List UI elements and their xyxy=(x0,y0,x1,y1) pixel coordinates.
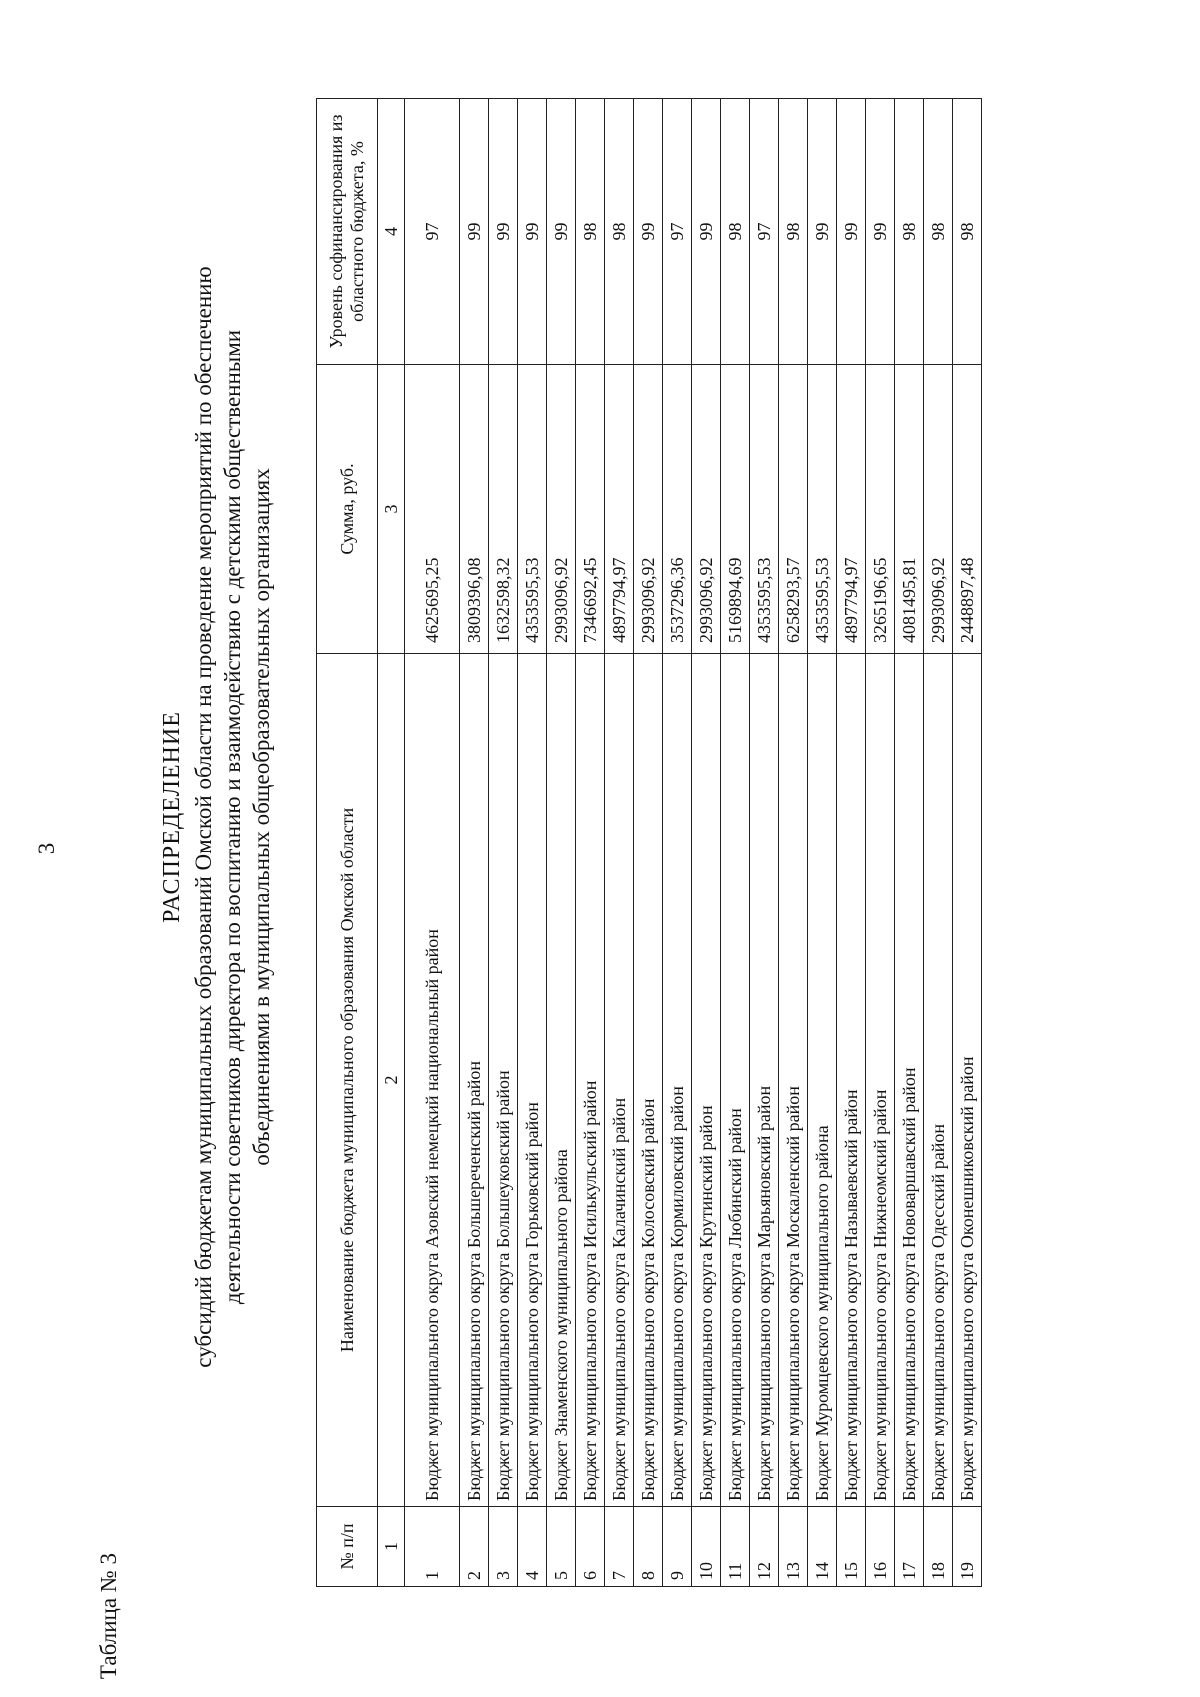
subsidy-sum: 1632598,32 xyxy=(489,365,518,654)
budget-name: Бюджет муниципального округа Нижнеомский район xyxy=(866,654,895,1507)
budget-name: Бюджет муниципального округа Крутинский район xyxy=(692,654,721,1507)
budget-name: Бюджет муниципального округа Большереченский район xyxy=(460,654,489,1507)
table-row xyxy=(953,99,982,1587)
cofinancing-level: 99 xyxy=(460,99,489,365)
row-number: 17 xyxy=(895,1507,924,1587)
row-number: 16 xyxy=(866,1507,895,1587)
subsidy-sum: 3809396,08 xyxy=(460,365,489,654)
table-row xyxy=(750,99,779,1587)
column-number: 3 xyxy=(378,365,405,654)
row-number: 15 xyxy=(837,1507,866,1587)
row-number: 7 xyxy=(605,1507,634,1587)
table-row xyxy=(663,99,692,1587)
cofinancing-level: 99 xyxy=(634,99,663,365)
subsidy-sum: 4081495,81 xyxy=(895,365,924,654)
cofinancing-level: 99 xyxy=(489,99,518,365)
subsidy-sum: 6258293,57 xyxy=(779,365,808,654)
row-number: 9 xyxy=(663,1507,692,1587)
table-row xyxy=(405,99,460,1587)
budget-name: Бюджет Знаменского муниципального района xyxy=(547,654,576,1507)
subsidy-sum: 2448897,48 xyxy=(953,365,982,654)
subsidy-sum: 3265196,65 xyxy=(866,365,895,654)
row-number: 1 xyxy=(405,1507,460,1587)
subsidy-sum: 4897794,97 xyxy=(605,365,634,654)
subsidy-sum: 3537296,36 xyxy=(663,365,692,654)
cofinancing-level: 99 xyxy=(866,99,895,365)
cofinancing-level: 98 xyxy=(721,99,750,365)
table-row xyxy=(837,99,866,1587)
subsidy-sum: 4625695,25 xyxy=(405,365,460,654)
title-heading: РАСПРЕДЕЛЕНИЕ xyxy=(159,711,185,923)
row-number: 8 xyxy=(634,1507,663,1587)
subsidy-sum: 2993096,92 xyxy=(634,365,663,654)
cofinancing-level: 97 xyxy=(750,99,779,365)
table-row xyxy=(808,99,837,1587)
cofinancing-level: 98 xyxy=(605,99,634,365)
budget-name: Бюджет муниципального округа Азовский немецкий национальный район xyxy=(405,654,460,1507)
column-number: 4 xyxy=(378,99,405,365)
title-line: деятельности советников директора по воспитанию и взаимодействию с детскими общественными xyxy=(220,329,245,1305)
column-number: 2 xyxy=(378,654,405,1507)
cofinancing-level: 99 xyxy=(547,99,576,365)
cofinancing-level: 99 xyxy=(837,99,866,365)
budget-name: Бюджет муниципального округа Кормиловский район xyxy=(663,654,692,1507)
header-sum: Сумма, руб. xyxy=(317,365,378,654)
table-row xyxy=(460,99,489,1587)
row-number: 5 xyxy=(547,1507,576,1587)
cofinancing-level: 99 xyxy=(518,99,547,365)
table-row xyxy=(547,99,576,1587)
table-label: Таблица № 3 xyxy=(96,1553,121,1680)
subsidy-sum: 4353595,53 xyxy=(808,365,837,654)
subsidy-sum: 4353595,53 xyxy=(518,365,547,654)
row-number: 10 xyxy=(692,1507,721,1587)
subsidy-sum: 2993096,92 xyxy=(924,365,953,654)
table-header-row xyxy=(317,99,378,1587)
budget-name: Бюджет Муромцевского муниципального района xyxy=(808,654,837,1507)
page-number: 3 xyxy=(34,842,59,855)
cofinancing-level: 99 xyxy=(808,99,837,365)
table-row xyxy=(721,99,750,1587)
budget-name: Бюджет муниципального округа Любинский район xyxy=(721,654,750,1507)
table-row xyxy=(924,99,953,1587)
header-budget-name: Наименование бюджета муниципального образования Омской области xyxy=(317,654,378,1507)
cofinancing-level: 97 xyxy=(405,99,460,365)
budget-name: Бюджет муниципального округа Большеуковский район xyxy=(489,654,518,1507)
column-number: 1 xyxy=(378,1507,405,1587)
budget-name: Бюджет муниципального округа Оконешниковский район xyxy=(953,654,982,1507)
header-cofinancing-level: Уровень софинансирования из областного бюджета, % xyxy=(317,99,378,365)
subsidy-sum: 7346692,45 xyxy=(576,365,605,654)
table-row xyxy=(489,99,518,1587)
row-number: 18 xyxy=(924,1507,953,1587)
title-line: объединениями в муниципальных общеобразовательных организациях xyxy=(249,468,274,1166)
title-line: субсидий бюджетам муниципальных образований Омской области на проведение мероприятий по обеспечению xyxy=(191,266,216,1368)
budget-name: Бюджет муниципального округа Москаленский район xyxy=(779,654,808,1507)
table-body xyxy=(405,99,982,1587)
budget-name: Бюджет муниципального округа Горьковский район xyxy=(518,654,547,1507)
subsidy-sum: 5169894,69 xyxy=(721,365,750,654)
budget-name: Бюджет муниципального округа Называевский район xyxy=(837,654,866,1507)
cofinancing-level: 98 xyxy=(924,99,953,365)
budget-name: Бюджет муниципального округа Марьяновский район xyxy=(750,654,779,1507)
subsidy-sum: 2993096,92 xyxy=(692,365,721,654)
table-row xyxy=(692,99,721,1587)
budget-name: Бюджет муниципального округа Исилькульский район xyxy=(576,654,605,1507)
row-number: 12 xyxy=(750,1507,779,1587)
cofinancing-level: 97 xyxy=(663,99,692,365)
row-number: 13 xyxy=(779,1507,808,1587)
cofinancing-level: 98 xyxy=(576,99,605,365)
column-number-row xyxy=(378,99,405,1587)
row-number: 19 xyxy=(953,1507,982,1587)
header-number: № п/п xyxy=(317,1507,378,1587)
table-row xyxy=(866,99,895,1587)
cofinancing-level: 98 xyxy=(779,99,808,365)
cofinancing-level: 99 xyxy=(692,99,721,365)
subsidy-sum: 2993096,92 xyxy=(547,365,576,654)
row-number: 3 xyxy=(489,1507,518,1587)
subsidy-sum: 4897794,97 xyxy=(837,365,866,654)
row-number: 14 xyxy=(808,1507,837,1587)
subsidy-sum: 4353595,53 xyxy=(750,365,779,654)
row-number: 4 xyxy=(518,1507,547,1587)
cofinancing-level: 98 xyxy=(895,99,924,365)
table-row xyxy=(576,99,605,1587)
budget-name: Бюджет муниципального округа Колосовский район xyxy=(634,654,663,1507)
document-title xyxy=(158,237,276,1397)
budget-name: Бюджет муниципального округа Одесский район xyxy=(924,654,953,1507)
table-row xyxy=(895,99,924,1587)
table-row xyxy=(779,99,808,1587)
table-row xyxy=(518,99,547,1587)
row-number: 11 xyxy=(721,1507,750,1587)
row-number: 6 xyxy=(576,1507,605,1587)
distribution-table xyxy=(316,98,982,1587)
table-row xyxy=(634,99,663,1587)
cofinancing-level: 98 xyxy=(953,99,982,365)
row-number: 2 xyxy=(460,1507,489,1587)
table-row xyxy=(605,99,634,1587)
budget-name: Бюджет муниципального округа Нововаршавский район xyxy=(895,654,924,1507)
budget-name: Бюджет муниципального округа Калачинский район xyxy=(605,654,634,1507)
